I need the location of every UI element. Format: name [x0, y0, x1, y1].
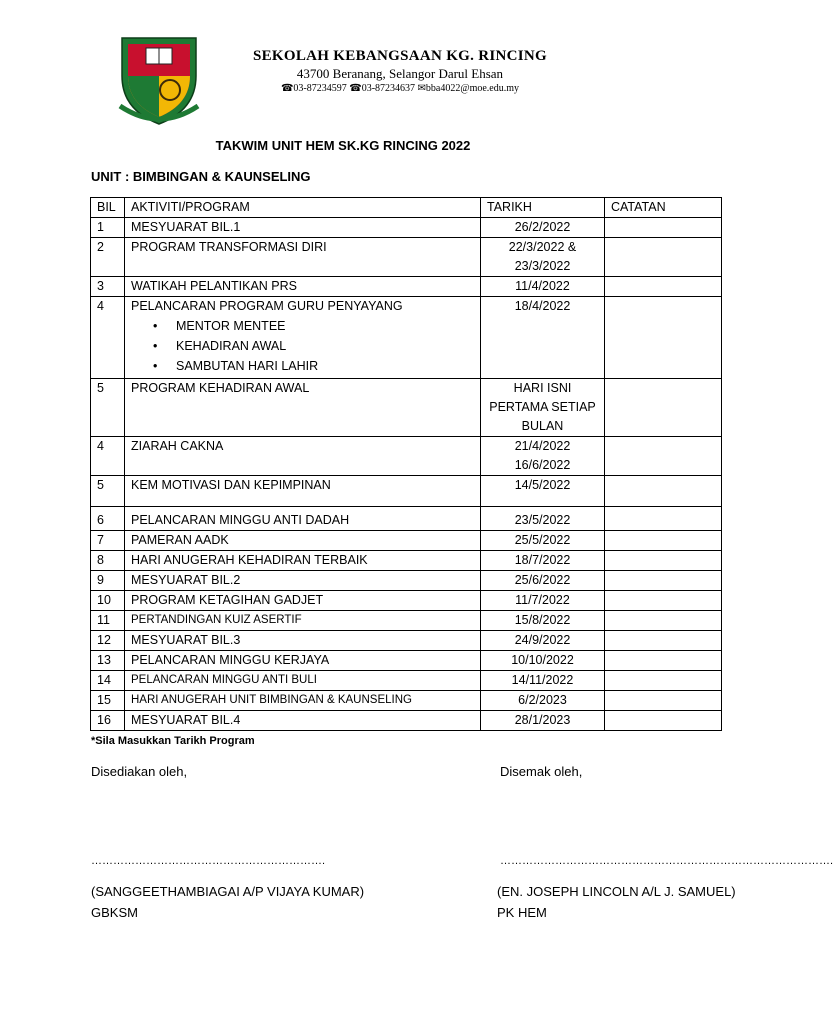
cell-program: PAMERAN AADK — [125, 531, 481, 551]
date-line: 23/3/2022 — [514, 259, 571, 273]
date-line: 11/7/2022 — [515, 593, 570, 607]
cell-tarikh — [481, 571, 605, 591]
date-line: 18/4/2022 — [514, 299, 571, 313]
cell-tarikh — [481, 476, 605, 507]
cell-program: PERTANDINGAN KUIZ ASERTIF — [125, 611, 481, 631]
cell-program: ZIARAH CAKNA — [125, 437, 481, 476]
cell-catatan — [605, 379, 722, 437]
table-row — [91, 507, 722, 531]
cell-program: PROGRAM TRANSFORMASI DIRI — [125, 238, 481, 277]
date-line: 24/9/2022 — [514, 633, 571, 647]
table-row — [91, 691, 722, 711]
sub-item-list — [131, 316, 474, 378]
preparer-role: GBKSM — [91, 905, 138, 920]
cell-bil: 14 — [91, 671, 125, 691]
cell-program: MESYUARAT BIL.4 — [125, 711, 481, 731]
signature-line-right: ………………………………………………………………………………. — [500, 855, 833, 867]
cell-catatan — [605, 218, 722, 238]
cell-bil: 5 — [91, 379, 125, 437]
school-address: 43700 Beranang, Selangor Darul Ehsan — [296, 66, 504, 81]
date-line: 25/5/2022 — [514, 533, 571, 547]
table-row — [91, 571, 722, 591]
cell-catatan — [605, 571, 722, 591]
checked-by-label: Disemak oleh, — [500, 764, 583, 779]
cell-program: PROGRAM KEHADIRAN AWAL — [125, 379, 481, 437]
sub-item: • KEHADIRAN AWAL — [131, 336, 474, 356]
cell-program: KEM MOTIVASI DAN KEPIMPINAN — [125, 476, 481, 507]
cell-catatan — [605, 651, 722, 671]
cell-program: MESYUARAT BIL.3 — [125, 631, 481, 651]
cell-bil: 12 — [91, 631, 125, 651]
date-line: HARI ISNI — [513, 381, 572, 395]
preparer-name: (SANGGEETHAMBIAGAI A/P VIJAYA KUMAR) — [91, 884, 365, 899]
sub-item: • SAMBUTAN HARI LAHIR — [131, 356, 474, 376]
cell-bil: 5 — [91, 476, 125, 507]
cell-catatan — [605, 277, 722, 297]
cell-catatan — [605, 297, 722, 379]
cell-tarikh — [481, 591, 605, 611]
cell-program — [125, 297, 481, 379]
table-row — [91, 218, 722, 238]
cell-bil: 15 — [91, 691, 125, 711]
date-line: 21/4/2022 — [514, 439, 571, 453]
table-row — [91, 651, 722, 671]
cell-program: WATIKAH PELANTIKAN PRS — [125, 277, 481, 297]
table-row — [91, 531, 722, 551]
cell-bil: 4 — [91, 437, 125, 476]
cell-bil: 2 — [91, 238, 125, 277]
program-title: PELANCARAN PROGRAM GURU PENYAYANG — [131, 299, 403, 313]
cell-tarikh — [481, 437, 605, 476]
date-line: PERTAMA SETIAP — [489, 400, 596, 414]
date-line: BULAN — [521, 419, 564, 433]
cell-tarikh — [481, 671, 605, 691]
cell-tarikh — [481, 379, 605, 437]
prepared-by-label: Disediakan oleh, — [91, 764, 188, 779]
date-line: 28/1/2023 — [514, 713, 571, 727]
cell-tarikh — [481, 218, 605, 238]
table-row — [91, 631, 722, 651]
table-row — [91, 591, 722, 611]
date-line: 15/8/2022 — [514, 613, 571, 627]
footnote: *Sila Masukkan Tarikh Program — [91, 735, 255, 747]
cell-bil: 8 — [91, 551, 125, 571]
date-line: 16/6/2022 — [514, 458, 571, 472]
date-line: 11/4/2022 — [515, 279, 570, 293]
cell-catatan — [605, 507, 722, 531]
cell-catatan — [605, 611, 722, 631]
cell-catatan — [605, 476, 722, 507]
cell-program: HARI ANUGERAH UNIT BIMBINGAN & KAUNSELING — [125, 691, 481, 711]
cell-tarikh — [481, 631, 605, 651]
cell-bil: 1 — [91, 218, 125, 238]
cell-catatan — [605, 238, 722, 277]
header-bil: BIL — [91, 198, 125, 218]
document-title: TAKWIM UNIT HEM SK.KG RINCING 2022 — [215, 138, 471, 153]
cell-program: MESYUARAT BIL.1 — [125, 218, 481, 238]
cell-bil: 6 — [91, 507, 125, 531]
date-line: 14/11/2022 — [511, 673, 574, 687]
cell-catatan — [605, 711, 722, 731]
cell-bil: 16 — [91, 711, 125, 731]
cell-tarikh — [481, 297, 605, 379]
checker-name: (EN. JOSEPH LINCOLN A/L J. SAMUEL) — [497, 884, 736, 899]
cell-catatan — [605, 591, 722, 611]
takwim-table — [90, 197, 722, 731]
cell-catatan — [605, 531, 722, 551]
header-catatan: CATATAN — [605, 198, 722, 218]
cell-bil: 11 — [91, 611, 125, 631]
cell-bil: 7 — [91, 531, 125, 551]
cell-tarikh — [481, 711, 605, 731]
table-row — [91, 297, 722, 379]
table-row — [91, 671, 722, 691]
cell-program: HARI ANUGERAH KEHADIRAN TERBAIK — [125, 551, 481, 571]
cell-bil: 4 — [91, 297, 125, 379]
table-row — [91, 551, 722, 571]
cell-tarikh — [481, 651, 605, 671]
date-line: 6/2/2023 — [518, 693, 567, 707]
cell-catatan — [605, 631, 722, 651]
cell-program: PROGRAM KETAGIHAN GADJET — [125, 591, 481, 611]
date-line: 10/10/2022 — [511, 653, 574, 667]
signature-line-left: ………………………………………………………. — [91, 855, 326, 867]
header-tarikh: TARIKH — [481, 198, 605, 218]
cell-tarikh — [481, 531, 605, 551]
school-crest-icon — [118, 32, 200, 128]
cell-catatan — [605, 691, 722, 711]
cell-tarikh — [481, 551, 605, 571]
cell-bil: 9 — [91, 571, 125, 591]
school-name: SEKOLAH KEBANGSAAN KG. RINCING — [252, 48, 548, 64]
unit-label: UNIT : BIMBINGAN & KAUNSELING — [91, 169, 311, 184]
date-line: 22/3/2022 & — [508, 240, 577, 254]
date-line: 25/6/2022 — [514, 573, 571, 587]
header-program: AKTIVITI/PROGRAM — [125, 198, 481, 218]
table-header-row — [91, 198, 722, 218]
table-row — [91, 277, 722, 297]
table-row — [91, 711, 722, 731]
cell-catatan — [605, 437, 722, 476]
school-contact: ☎03-87234597 ☎03-87234637 ✉bba4022@moe.edu.my — [280, 83, 520, 94]
cell-tarikh — [481, 277, 605, 297]
date-line: 23/5/2022 — [514, 513, 571, 527]
date-line: 14/5/2022 — [514, 478, 571, 492]
cell-program: PELANCARAN MINGGU ANTI BULI — [125, 671, 481, 691]
table-row — [91, 379, 722, 437]
table-row — [91, 476, 722, 507]
cell-catatan — [605, 551, 722, 571]
cell-program: PELANCARAN MINGGU KERJAYA — [125, 651, 481, 671]
cell-bil: 13 — [91, 651, 125, 671]
table-row — [91, 437, 722, 476]
cell-tarikh — [481, 507, 605, 531]
cell-bil: 3 — [91, 277, 125, 297]
cell-tarikh — [481, 238, 605, 277]
cell-program: PELANCARAN MINGGU ANTI DADAH — [125, 507, 481, 531]
date-line: 26/2/2022 — [514, 220, 571, 234]
cell-bil: 10 — [91, 591, 125, 611]
cell-catatan — [605, 671, 722, 691]
table-row — [91, 611, 722, 631]
date-line: 18/7/2022 — [514, 553, 571, 567]
checker-role: PK HEM — [497, 905, 547, 920]
sub-item: • MENTOR MENTEE — [131, 316, 474, 336]
cell-tarikh — [481, 691, 605, 711]
table-row — [91, 238, 722, 277]
cell-tarikh — [481, 611, 605, 631]
cell-program: MESYUARAT BIL.2 — [125, 571, 481, 591]
